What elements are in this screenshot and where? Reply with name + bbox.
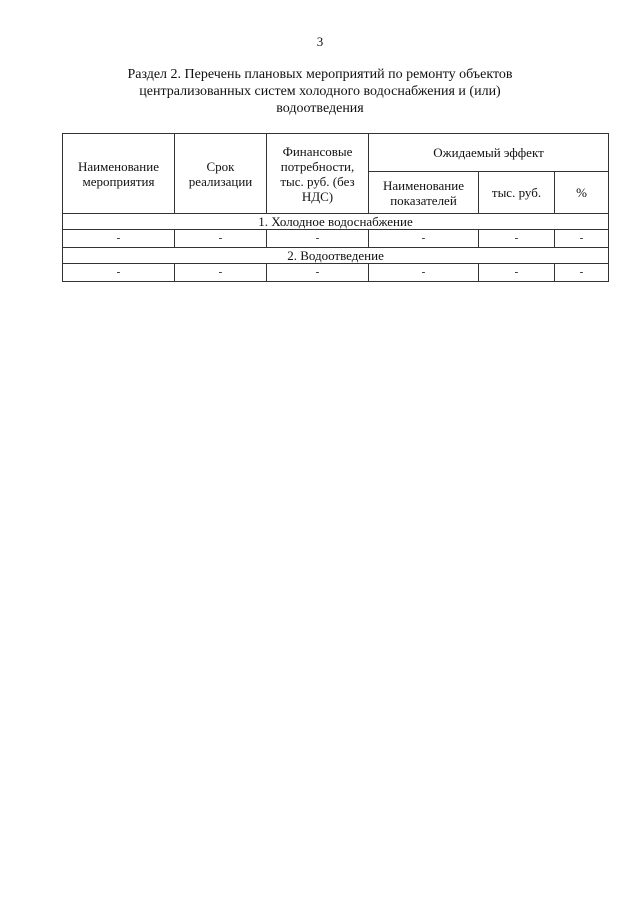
header-measure-name: Наименование мероприятия — [63, 134, 175, 214]
header-finance: Финансовые потребности, тыс. руб. (без НДС) — [267, 134, 369, 214]
table-cell: - — [479, 230, 555, 248]
section-title-line-3: водоотведения — [276, 101, 364, 116]
header-indicator-name: Наименование показателей — [369, 172, 479, 214]
section-title — [100, 66, 540, 117]
table-cell: - — [175, 230, 267, 248]
table-cell: - — [369, 264, 479, 282]
table-row — [63, 264, 609, 282]
table-cell: - — [175, 264, 267, 282]
header-expected-effect: Ожидаемый эффект — [369, 134, 609, 172]
table-cell: - — [267, 230, 369, 248]
table-cell: - — [369, 230, 479, 248]
table-cell: - — [479, 264, 555, 282]
section-title-line-1: Раздел 2. Перечень плановых мероприятий по ремонту объектов — [127, 67, 513, 82]
measures-table — [62, 133, 609, 282]
section-title-cold-water: 1. Холодное водоснабжение — [63, 214, 609, 230]
header-thousand-rub: тыс. руб. — [479, 172, 555, 214]
table-row — [63, 230, 609, 248]
header-term: Срок реализации — [175, 134, 267, 214]
section-row-wastewater — [63, 248, 609, 264]
table-cell: - — [63, 264, 175, 282]
table-cell: - — [555, 230, 609, 248]
page-number: 3 — [316, 34, 324, 49]
section-title-wastewater: 2. Водоотведение — [63, 248, 609, 264]
table-cell: - — [267, 264, 369, 282]
table-header-row — [63, 134, 609, 172]
table-cell: - — [63, 230, 175, 248]
header-percent: % — [555, 172, 609, 214]
table-cell: - — [555, 264, 609, 282]
section-title-line-2: централизованных систем холодного водоснабжения и (или) — [139, 84, 501, 99]
section-row-cold-water — [63, 214, 609, 230]
